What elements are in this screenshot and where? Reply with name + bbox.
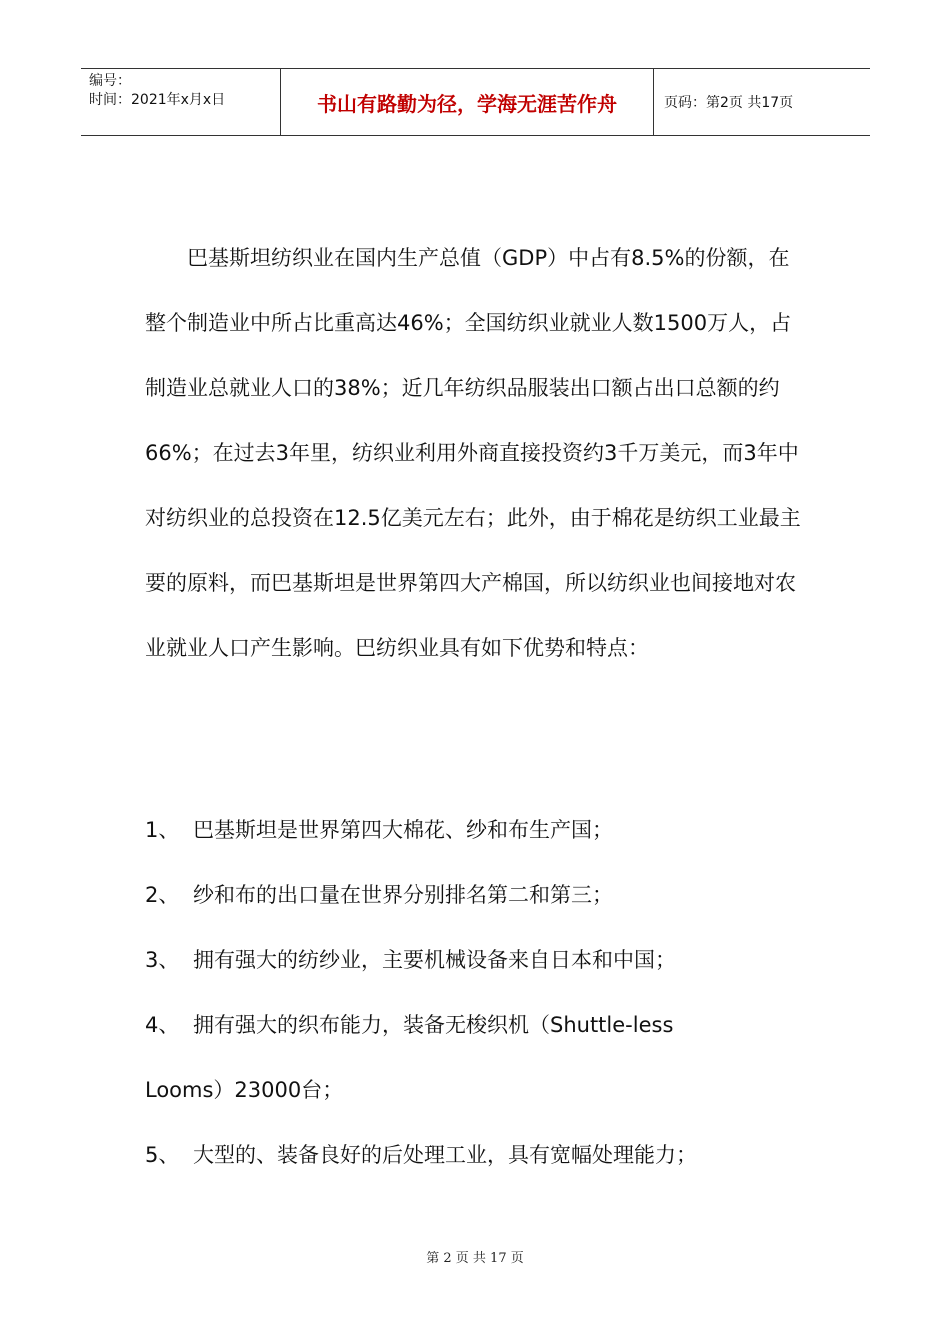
page-header [81, 68, 870, 136]
list-item [145, 993, 810, 1058]
list-item-text-continuation: Looms）23000台； [145, 1078, 344, 1102]
list-item-number: 4、 [145, 1013, 180, 1037]
number-label: 编号： [89, 73, 131, 89]
list-item-number: 5、 [145, 1143, 180, 1167]
body-paragraph-block [145, 226, 810, 681]
list-item [145, 863, 810, 928]
list-item-continuation [145, 1058, 810, 1123]
list-item-text: 纱和布的出口量在世界分别排名第二和第三； [193, 883, 613, 907]
list-item [145, 1123, 810, 1188]
list-item-text: 巴基斯坦是世界第四大棉花、纱和布生产国； [193, 818, 613, 842]
feature-list [145, 798, 810, 1188]
body-paragraph: 巴基斯坦纺织业在国内生产总值（GDP）中占有8.5%的份额，在整个制造业中所占比重高达46%；全国纺织业就业人数1500万人，占制造业总就业人口的38%；近几年纺织品服装出口额占出口总额的约66%；在过去3年里，纺织业利用外商直接投资约3千万美元，而3年中对纺织业的总投资在12.5亿美元左右；此外，由于棉花是纺织工业最主要的原料，而巴基斯坦是世界第四大产棉国，所以纺织业也间接地对农业就业人口产生影响。巴纺织业具有如下优势和特点： [145, 246, 801, 660]
header-meta-cell [81, 69, 281, 135]
time-label: 时间：2021年x月x日 [89, 92, 226, 108]
list-item [145, 928, 810, 993]
header-page-cell [654, 69, 870, 135]
list-item-number: 1、 [145, 818, 180, 842]
list-item-text: 拥有强大的纺纱业，主要机械设备来自日本和中国； [193, 948, 676, 972]
page-info: 页码：第2页 共17页 [664, 95, 794, 111]
footer-page-number: 第 2 页 共 17 页 [426, 1251, 524, 1266]
header-slogan-cell [281, 69, 654, 135]
list-item-number: 3、 [145, 948, 180, 972]
list-item-number: 2、 [145, 883, 180, 907]
list-item [145, 798, 810, 863]
page-footer [0, 1247, 950, 1266]
list-item-text: 拥有强大的织布能力，装备无梭织机（Shuttle-less [193, 1013, 674, 1037]
slogan-text: 书山有路勤为径，学海无涯苦作舟 [317, 91, 617, 116]
list-item-text: 大型的、装备良好的后处理工业，具有宽幅处理能力； [193, 1143, 697, 1167]
